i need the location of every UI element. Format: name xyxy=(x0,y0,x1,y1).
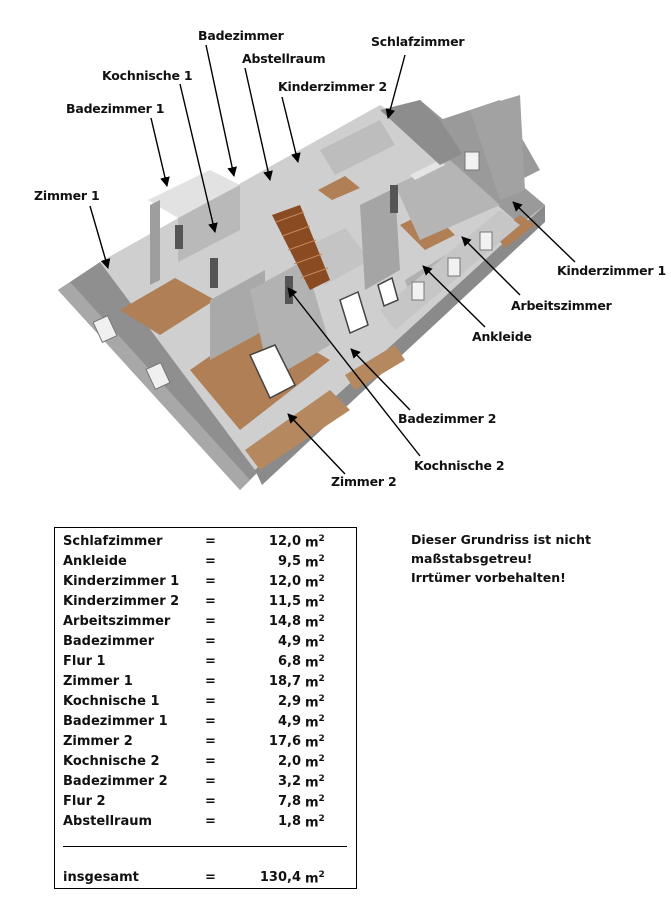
label-badezimmer-2: Badezimmer 2 xyxy=(398,411,497,426)
total-label: insgesamt xyxy=(63,870,139,885)
area-unit: $m^2$ xyxy=(305,594,325,611)
area-unit: $m^2$ xyxy=(305,634,325,651)
room-name: Ankleide xyxy=(63,554,127,569)
label-kinderzimmer-2: Kinderzimmer 2 xyxy=(278,79,387,94)
area-unit: $m^2$ xyxy=(305,870,325,887)
area-value: 4,9 xyxy=(277,714,301,729)
area-value: 12,0 xyxy=(268,574,301,589)
building-model xyxy=(58,95,545,490)
equals-sign: = xyxy=(205,594,216,609)
label-kochnische-2: Kochnische 2 xyxy=(414,458,505,473)
room-name: Badezimmer 2 xyxy=(63,774,168,789)
arrow-abstellraum xyxy=(245,68,270,180)
area-value: 12,0 xyxy=(268,534,301,549)
room-name: Flur 1 xyxy=(63,654,106,669)
equals-sign: = xyxy=(205,614,216,629)
room-name: Abstellraum xyxy=(63,814,153,829)
equals-sign: = xyxy=(205,694,216,709)
total-divider xyxy=(63,846,347,847)
area-value: 2,0 xyxy=(277,754,301,769)
area-unit: $m^2$ xyxy=(305,794,325,811)
note-line: Irrtümer vorbehalten! xyxy=(411,570,566,585)
disclaimer-note xyxy=(411,530,591,587)
label-zimmer-1: Zimmer 1 xyxy=(34,188,100,203)
area-value: 9,5 xyxy=(277,554,301,569)
label-schlafzimmer: Schlafzimmer xyxy=(371,34,465,49)
room-name: Zimmer 1 xyxy=(63,674,133,689)
area-value: 4,9 xyxy=(277,634,301,649)
equals-sign: = xyxy=(205,634,216,649)
area-value: 18,7 xyxy=(268,674,301,689)
area-unit: $m^2$ xyxy=(305,574,325,591)
area-unit: $m^2$ xyxy=(305,754,325,771)
area-unit: $m^2$ xyxy=(305,774,325,791)
area-unit: $m^2$ xyxy=(305,654,325,671)
area-unit: $m^2$ xyxy=(305,694,325,711)
area-value: 17,6 xyxy=(268,734,301,749)
label-badezimmer-1: Badezimmer 1 xyxy=(66,101,165,116)
equals-sign: = xyxy=(205,554,216,569)
equals-sign: = xyxy=(205,754,216,769)
label-kinderzimmer-1: Kinderzimmer 1 xyxy=(557,263,666,278)
arrow-kinderzimmer2 xyxy=(282,97,298,162)
area-value: 11,5 xyxy=(268,594,301,609)
area-unit: $m^2$ xyxy=(305,534,325,551)
area-value: 7,8 xyxy=(277,794,301,809)
room-name: Kinderzimmer 1 xyxy=(63,574,180,589)
equals-sign: = xyxy=(205,774,216,789)
area-table xyxy=(54,527,357,889)
equals-sign: = xyxy=(205,534,216,549)
area-unit: $m^2$ xyxy=(305,674,325,691)
equals-sign: = xyxy=(205,714,216,729)
area-unit: $m^2$ xyxy=(305,614,325,631)
arrow-zimmer1 xyxy=(90,206,108,268)
arrow-badezimmer xyxy=(206,45,234,176)
room-name: Badezimmer xyxy=(63,634,155,649)
equals-sign: = xyxy=(205,870,216,885)
room-name: Zimmer 2 xyxy=(63,734,133,749)
area-value: 14,8 xyxy=(268,614,301,629)
note-line: maßstabsgetreu! xyxy=(411,551,533,566)
equals-sign: = xyxy=(205,654,216,669)
room-name: Kochnische 2 xyxy=(63,754,160,769)
label-kochnische-1: Kochnische 1 xyxy=(102,68,193,83)
area-unit: $m^2$ xyxy=(305,814,325,831)
room-name: Badezimmer 1 xyxy=(63,714,168,729)
area-unit: $m^2$ xyxy=(305,554,325,571)
room-name: Schlafzimmer xyxy=(63,534,163,549)
label-abstellraum: Abstellraum xyxy=(242,51,326,66)
area-value: 1,8 xyxy=(277,814,301,829)
equals-sign: = xyxy=(205,794,216,809)
label-ankleide: Ankleide xyxy=(472,329,532,344)
area-value: 6,8 xyxy=(277,654,301,669)
label-badezimmer: Badezimmer xyxy=(198,28,284,43)
room-name: Kochnische 1 xyxy=(63,694,160,709)
area-value: 3,2 xyxy=(277,774,301,789)
label-zimmer-2: Zimmer 2 xyxy=(331,474,397,489)
equals-sign: = xyxy=(205,814,216,829)
room-name: Flur 2 xyxy=(63,794,106,809)
room-name: Kinderzimmer 2 xyxy=(63,594,180,609)
note-line: Dieser Grundriss ist nicht xyxy=(411,532,591,547)
equals-sign: = xyxy=(205,734,216,749)
equals-sign: = xyxy=(205,674,216,689)
area-value: 2,9 xyxy=(277,694,301,709)
equals-sign: = xyxy=(205,574,216,589)
arrow-badezimmer1 xyxy=(151,118,167,186)
area-unit: $m^2$ xyxy=(305,714,325,731)
total-value: 130,4 xyxy=(259,870,301,885)
label-arbeitszimmer: Arbeitszimmer xyxy=(511,298,612,313)
room-name: Arbeitszimmer xyxy=(63,614,171,629)
area-unit: $m^2$ xyxy=(305,734,325,751)
